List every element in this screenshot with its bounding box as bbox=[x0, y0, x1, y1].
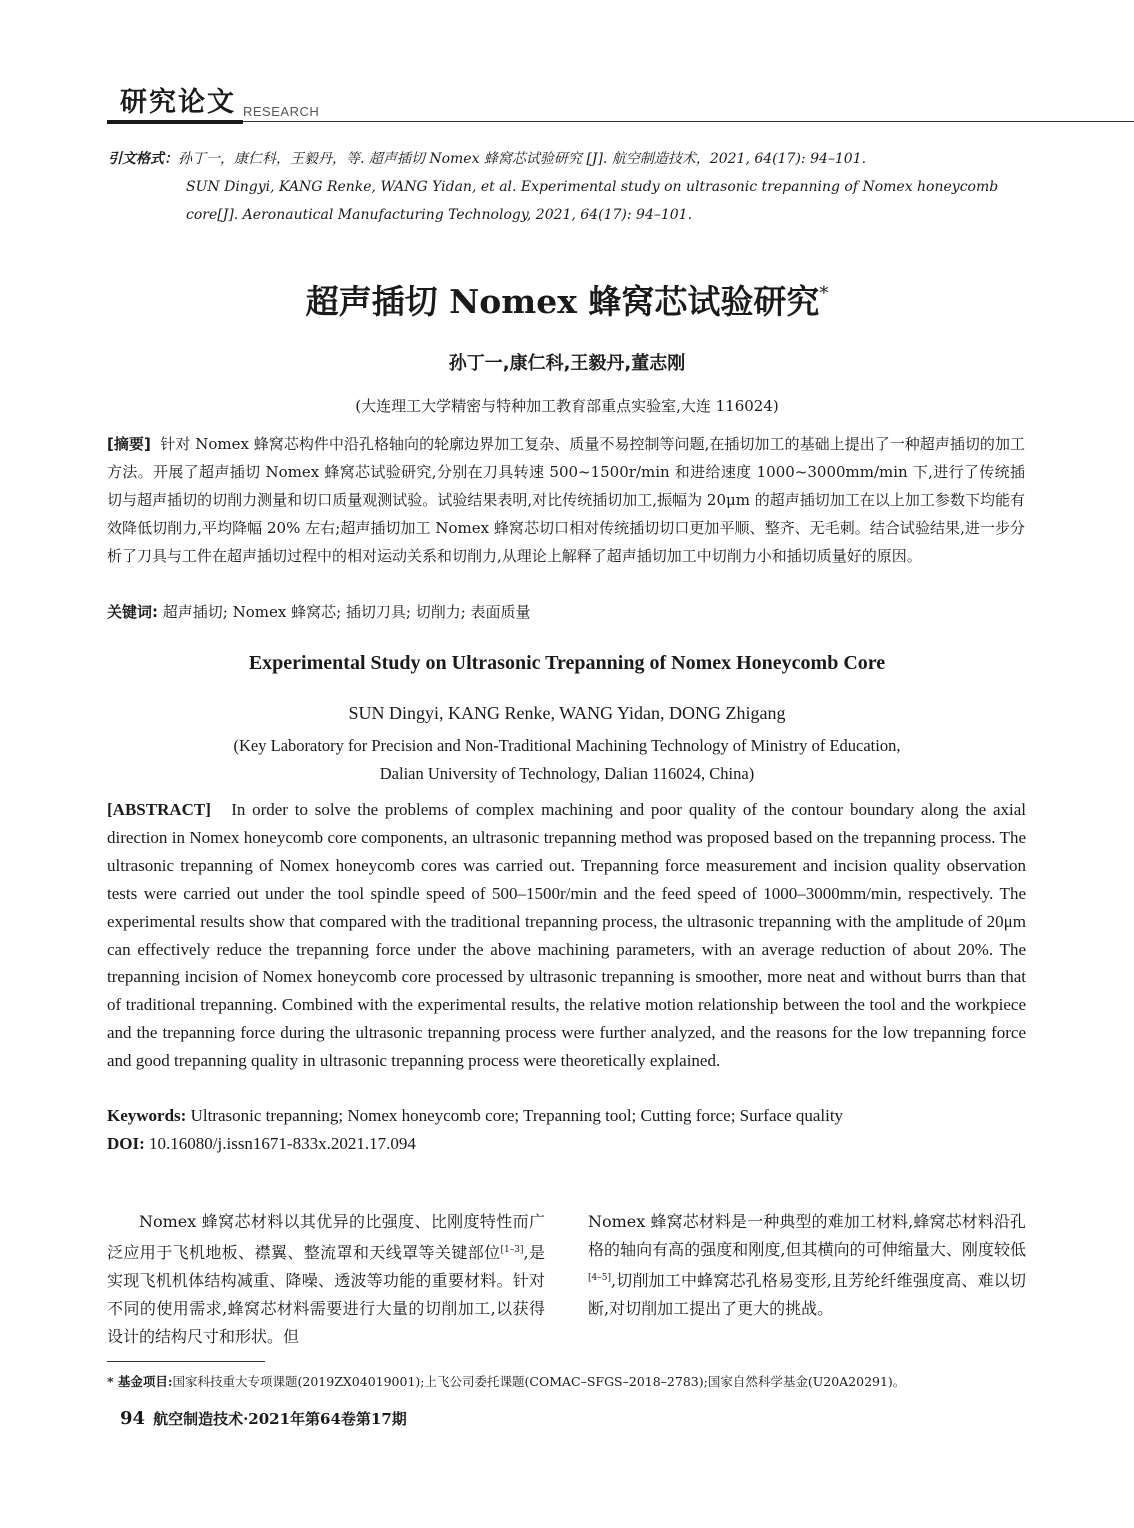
authors-en: SUN Dingyi, KANG Renke, WANG Yidan, DONG Zhigang bbox=[348, 703, 786, 723]
affiliation-en bbox=[0, 732, 1134, 788]
doi bbox=[107, 1130, 1026, 1158]
keywords-cn-text: 超声插切; Nomex 蜂窝芯; 插切刀具; 切削力; 表面质量 bbox=[162, 603, 531, 621]
keywords-en-label: Keywords: bbox=[107, 1106, 187, 1125]
doi-value: 10.16080/j.issn1671-833x.2021.17.094 bbox=[149, 1134, 416, 1153]
abstract-en-text: In order to solve the problems of complex machining and poor quality of the contour boundary along the axial direction in Nomex honeycomb core components, an ultrasonic trepanning method was proposed based on the trepanning process. The ultrasonic trepanning of Nomex honeycomb cores was carried out. Trepanning force measurement and incision quality observation tests were carried out under the tool spindle speed of 500–1500r/min and the feed speed of 1000–3000mm/min, respectively. The experimental results show that compared with the traditional trepanning process, the ultrasonic trepanning with the amplitude of 20μm can effectively reduce the trepanning force under the above machining parameters, with an average reduction of about 20%. The trepanning incision of Nomex honeycomb core processed by ultrasonic trepanning is smoother, more neat and without burrs than that of traditional trepanning. Combined with the experimental results, the relative motion relationship between the tool and the workpiece and the trepanning force during the ultrasonic trepanning process were further analyzed, and the reasons for the low trepanning force and good trepanning quality in ultrasonic trepanning process were theoretically explained. bbox=[107, 800, 1027, 1071]
footnote bbox=[107, 1372, 1057, 1390]
header-bar bbox=[107, 120, 243, 124]
abstract-en bbox=[107, 796, 1026, 1075]
affiliation-en-line1: (Key Laboratory for Precision and Non-Traditional Machining Technology of Ministry of Education, bbox=[233, 736, 901, 755]
keywords-en bbox=[107, 1102, 1026, 1130]
footnote-text: 国家科技重大专项课题(2019ZX04019001);上飞公司委托课题(COMAC–SFGS–2018–2783);国家自然科学基金(U20A20291)。 bbox=[172, 1374, 906, 1389]
page-footer bbox=[120, 1408, 407, 1429]
abstract-cn-text: 针对 Nomex 蜂窝芯构件中沿孔格轴向的轮廓边界加工复杂、质量不易控制等问题,在插切加工的基础上提出了一种超声插切的加工方法。开展了超声插切 Nomex 蜂窝芯试验研究,分别在刀具转速 500~1500r/min 和进给速度 1000~3000mm/min 下,进行了传统插切与超声插切的切削力测量和切口质量观测试验。试验结果表明,对比传统插切加工,振幅为 20μm 的超声插切加工在以上加工参数下均能有效降低切削力,平均降幅 20% 左右;超声插切加工 Nomex 蜂窝芯切口相对传统插切切口更加平顺、整齐、无毛刺。结合试验结果,进一步分析了刀具与工件在超声插切过程中的相对运动关系和切削力,从理论上解释了超声插切加工中切削力小和插切质量好的原因。 bbox=[107, 435, 1025, 565]
citation-label: 引文格式： bbox=[108, 151, 178, 167]
paper-title-text: 超声插切 Nomex 蜂窝芯试验研究 bbox=[305, 282, 820, 321]
citation-block bbox=[108, 145, 1028, 229]
body-right-text-a: Nomex 蜂窝芯材料是一种典型的难加工材料,蜂窝芯材料沿孔格的轴向有高的强度和刚度,但其横向的可伸缩量大、刚度较低 bbox=[588, 1212, 1026, 1259]
journal-info: 航空制造技术·2021年第64卷第17期 bbox=[153, 1410, 407, 1428]
body-column-left bbox=[107, 1208, 545, 1351]
doi-label: DOI: bbox=[107, 1134, 145, 1153]
body-right-ref: [4–5] bbox=[588, 1273, 611, 1283]
affiliation-en-line2: Dalian University of Technology, Dalian 116024, China) bbox=[379, 764, 755, 783]
footnote-label: * 基金项目: bbox=[107, 1374, 173, 1389]
paper-title bbox=[0, 276, 1134, 323]
funding-mark: * bbox=[819, 283, 829, 304]
page-number: 94 bbox=[120, 1408, 146, 1429]
footnote-rule bbox=[107, 1361, 265, 1362]
citation-cn: 孙丁一，康仁科，王毅丹，等. 超声插切 Nomex 蜂窝芯试验研究 [J]. 航空制造技术，2021, 64(17): 94–101. bbox=[178, 151, 867, 167]
body-left-text-b: ,是实现飞机机体结构减重、降噪、透波等功能的重要材料。针对不同的使用需求,蜂窝芯材料需要进行大量的切削加工,以获得设计的结构尺寸和形状。但 bbox=[107, 1243, 545, 1346]
keywords-cn bbox=[107, 598, 1025, 626]
abstract-cn-label: [摘要] bbox=[107, 435, 151, 453]
abstract-en-label: [ABSTRACT] bbox=[107, 800, 211, 819]
abstract-cn bbox=[107, 430, 1025, 570]
body-left-ref: [1–3] bbox=[500, 1245, 524, 1255]
citation-en: SUN Dingyi, KANG Renke, WANG Yidan, et al. Experimental study on ultrasonic trepanning of Nomex honeycomb core[J]. Aeronautical Manufacturing Technology, 2021, 64(17): 94–101. bbox=[186, 179, 999, 223]
section-subtitle: RESEARCH bbox=[243, 104, 320, 119]
paper-title-en: Experimental Study on Ultrasonic Trepanning of Nomex Honeycomb Core bbox=[248, 652, 886, 674]
body-column-right bbox=[588, 1208, 1026, 1323]
affiliation-cn: (大连理工大学精密与特种加工教育部重点实验室,大连 116024) bbox=[355, 397, 779, 415]
body-left-text-a: Nomex 蜂窝芯材料以其优异的比强度、比刚度特性而广泛应用于飞机地板、襟翼、整流罩和天线罩等关键部位 bbox=[107, 1212, 545, 1262]
keywords-cn-label: 关键词: bbox=[107, 603, 158, 621]
keywords-en-text: Ultrasonic trepanning; Nomex honeycomb core; Trepanning tool; Cutting force; Surface quality bbox=[190, 1106, 844, 1125]
authors-cn: 孙丁一,康仁科,王毅丹,董志刚 bbox=[448, 353, 686, 374]
section-title: 研究论文 bbox=[120, 87, 236, 118]
header-rule bbox=[243, 121, 1134, 122]
body-right-text-b: ,切削加工中蜂窝芯孔格易变形,且芳纶纤维强度高、难以切断,对切削加工提出了更大的挑战。 bbox=[588, 1271, 1026, 1318]
